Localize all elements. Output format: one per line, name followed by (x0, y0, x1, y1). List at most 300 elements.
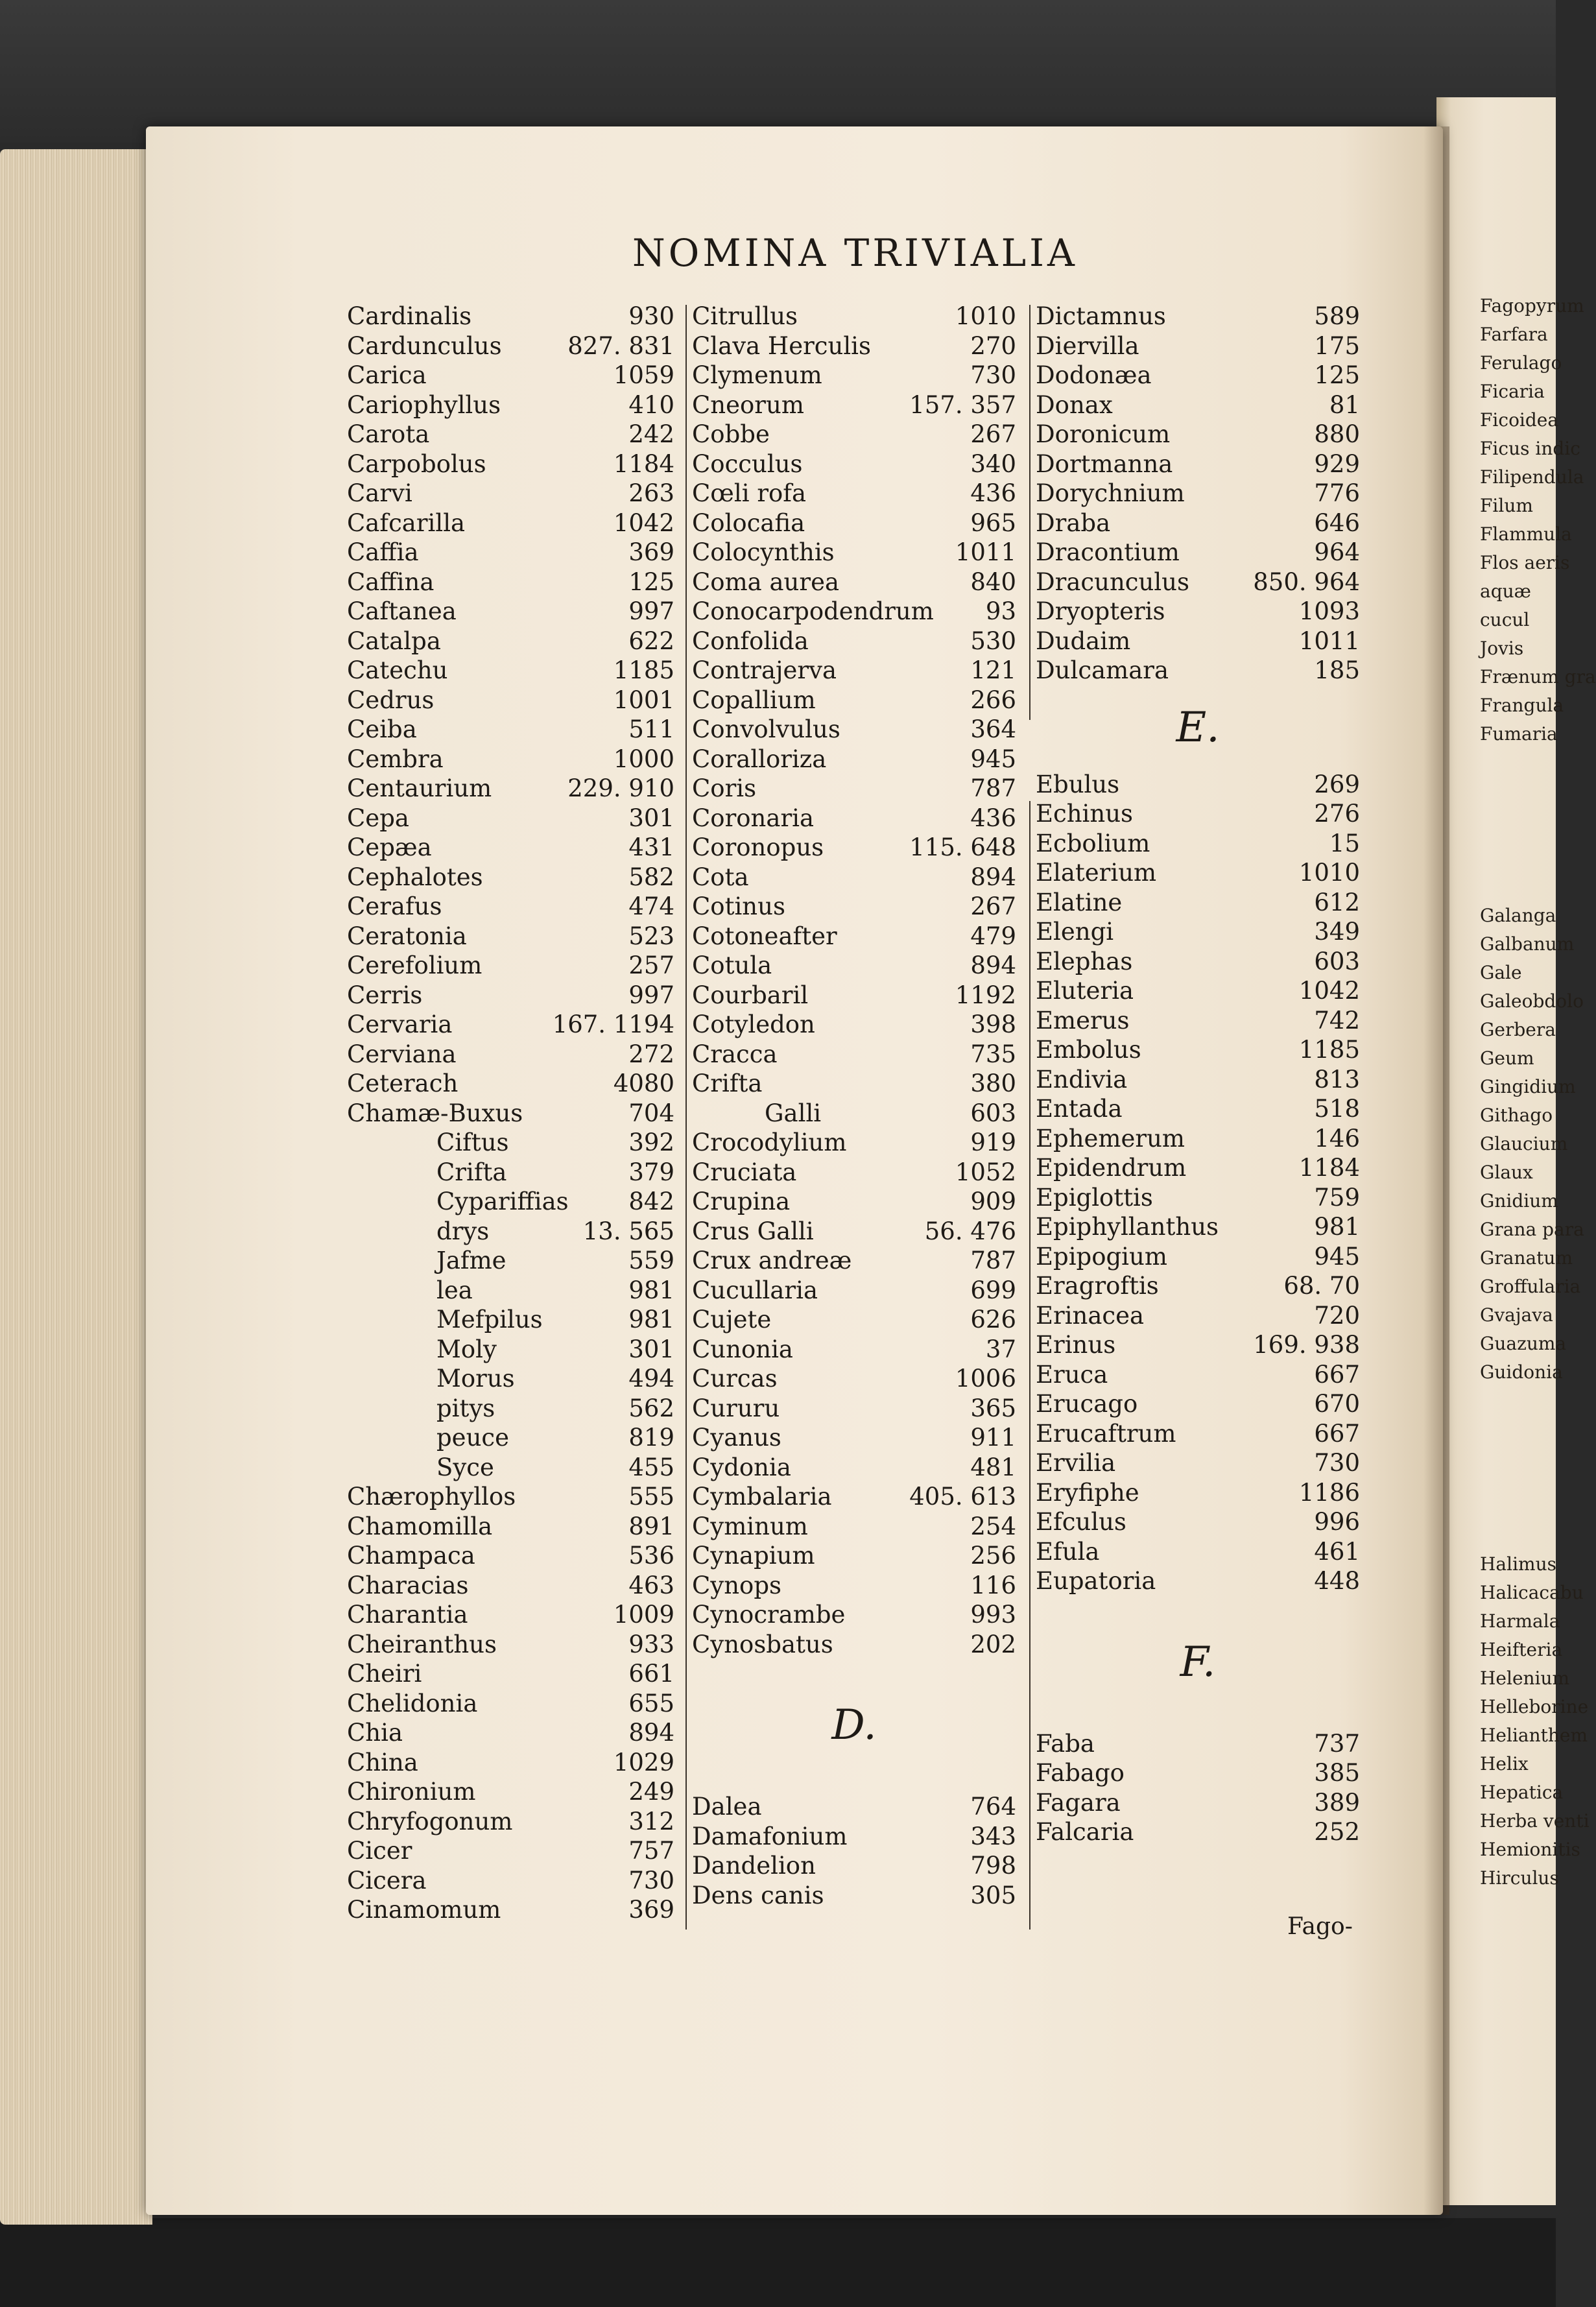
index-entry (347, 568, 674, 597)
entry-name: Eupatoria (1036, 1567, 1156, 1595)
entry-name: Dens canis (692, 1881, 824, 1909)
entry-page: 455 (628, 1453, 674, 1481)
facing-page-entry: Githago (1480, 1105, 1553, 1126)
index-entry (1036, 1242, 1360, 1272)
entry-name: Contrajerva (692, 656, 837, 684)
index-entry (692, 1822, 1016, 1852)
index-entry (692, 1010, 1016, 1040)
entry-page: 945 (970, 745, 1016, 773)
entry-name: Cepa (347, 804, 409, 832)
entry-name: Diervilla (1036, 331, 1139, 360)
entry-page: 742 (1314, 1006, 1360, 1034)
entry-page: 997 (628, 981, 674, 1009)
entry-page: 523 (628, 922, 674, 950)
index-entry (692, 449, 1016, 479)
entry-name: Epiphyllanthus (1036, 1213, 1219, 1241)
facing-page-entry: Gingidium (1480, 1076, 1576, 1097)
entry-page: 301 (628, 804, 674, 832)
entry-name: Convolvulus (692, 715, 840, 743)
entry-page: 1011 (955, 538, 1016, 566)
entry-page: 1042 (613, 508, 674, 537)
index-entry (347, 833, 674, 863)
index-entry (692, 715, 1016, 745)
entry-name: Cembra (347, 745, 444, 773)
entry-name: Carvi (347, 479, 412, 507)
entry-name: Cynapium (692, 1542, 815, 1570)
entry-name: Charantia (347, 1601, 468, 1629)
entry-name: Cynocrambe (692, 1601, 846, 1629)
entry-page: 626 (970, 1306, 1016, 1333)
entry-page: 1029 (613, 1748, 674, 1776)
entry-page: 13. 565 (582, 1217, 674, 1245)
facing-page-entry: Helix (1480, 1753, 1529, 1775)
index-entry (1036, 568, 1360, 597)
facing-page-entry: Glaucium (1480, 1133, 1568, 1154)
entry-name: Erinacea (1036, 1301, 1145, 1330)
entry-page: 398 (970, 1010, 1016, 1038)
entry-page: 612 (1314, 888, 1360, 916)
index-entry (1036, 799, 1360, 829)
index-entry (692, 656, 1016, 686)
index-entry (347, 1866, 674, 1896)
entry-name: Erucaftrum (1036, 1419, 1176, 1448)
facing-page-entry: Farfara (1480, 324, 1548, 345)
index-entry (1036, 1124, 1360, 1154)
entry-name: Crifta (436, 1158, 507, 1186)
entry-name: Elephas (1036, 947, 1133, 975)
entry-page: 37 (985, 1335, 1016, 1363)
entry-page: 436 (970, 479, 1016, 507)
entry-page: 169. 938 (1253, 1331, 1360, 1359)
index-entry (347, 390, 674, 420)
entry-name: Mefpilus (436, 1306, 543, 1333)
entry-name: Chryfogonum (347, 1807, 513, 1835)
entry-page: 894 (628, 1719, 674, 1747)
index-entry (1036, 1817, 1360, 1847)
index-entry (1036, 1006, 1360, 1036)
index-entry (1036, 1566, 1360, 1596)
facing-page-entry: Ficoidea (1480, 409, 1559, 431)
index-entry (347, 1158, 674, 1188)
index-entry (692, 774, 1016, 804)
entry-page: 56. 476 (924, 1217, 1016, 1245)
entry-page: 272 (628, 1040, 674, 1068)
entry-page: 343 (970, 1822, 1016, 1850)
entry-name: Cardinalis (347, 302, 472, 330)
entry-page: 4080 (613, 1070, 674, 1097)
entry-page: 494 (628, 1365, 674, 1393)
entry-name: Cynops (692, 1571, 781, 1599)
entry-page: 1185 (613, 656, 674, 684)
index-entry (1036, 390, 1360, 420)
facing-page-entry: Flammula (1480, 523, 1572, 545)
index-entry (692, 508, 1016, 538)
entry-name: Carpobolus (347, 449, 486, 478)
entry-page: 463 (628, 1571, 674, 1599)
entry-page: 157. 357 (909, 390, 1016, 419)
index-entry (1036, 597, 1360, 627)
entry-page: 757 (628, 1837, 674, 1865)
index-entry (1036, 1094, 1360, 1124)
index-entry (692, 1600, 1016, 1630)
entry-name: Cerefolium (347, 951, 482, 979)
index-entry (692, 1276, 1016, 1306)
index-column-c (1036, 302, 1360, 1847)
entry-page: 919 (970, 1129, 1016, 1156)
index-entry (1036, 1035, 1360, 1065)
entry-page: 81 (1329, 390, 1360, 419)
entry-name: Cotinus (692, 892, 785, 920)
entry-page: 909 (970, 1188, 1016, 1215)
facing-page-entry: Helenium (1480, 1667, 1570, 1689)
index-entry (692, 1158, 1016, 1188)
entry-name: Catechu (347, 656, 448, 684)
entry-name: Dracunculus (1036, 568, 1189, 596)
index-entry (347, 892, 674, 922)
facing-page-entry: Hirculus (1480, 1867, 1559, 1889)
index-entry (347, 1659, 674, 1689)
index-entry (1036, 479, 1360, 508)
entry-name: Epidendrum (1036, 1154, 1187, 1182)
entry-page: 842 (628, 1188, 674, 1215)
entry-name: drys (436, 1217, 490, 1245)
entry-page: 379 (628, 1158, 674, 1186)
facing-page-entry: Halimus (1480, 1553, 1556, 1575)
entry-name: Dulcamara (1036, 656, 1169, 684)
index-entry (692, 892, 1016, 922)
index-entry (347, 1099, 674, 1129)
entry-name: Cariophyllus (347, 390, 501, 419)
entry-name: Endivia (1036, 1065, 1128, 1094)
index-entry (1036, 361, 1360, 390)
entry-name: Morus (436, 1365, 515, 1393)
index-entry (692, 1512, 1016, 1542)
entry-page: 1192 (955, 981, 1016, 1009)
entry-name: Chironium (347, 1778, 476, 1806)
entry-name: Cardunculus (347, 331, 502, 360)
index-entry (692, 1099, 1016, 1129)
index-entry (692, 627, 1016, 656)
facing-page-entry: Gerbera (1480, 1019, 1556, 1040)
entry-name: Epiglottis (1036, 1183, 1153, 1212)
index-entry (347, 774, 674, 804)
entry-page: 365 (970, 1394, 1016, 1422)
index-entry (347, 1748, 674, 1778)
entry-page: 269 (1314, 770, 1360, 798)
background-bottom (0, 2218, 1556, 2307)
index-entry (1036, 1153, 1360, 1183)
index-entry (347, 302, 674, 331)
entry-name: Cujete (692, 1306, 772, 1333)
entry-page: 257 (628, 951, 674, 979)
index-entry (692, 686, 1016, 715)
entry-page: 776 (1314, 479, 1360, 507)
entry-page: 267 (970, 420, 1016, 448)
index-entry (347, 951, 674, 981)
entry-name: Efula (1036, 1537, 1100, 1566)
facing-page-entry: Gale (1480, 962, 1522, 983)
index-entry (692, 1364, 1016, 1394)
entry-name: Crupina (692, 1188, 791, 1215)
entry-name: Chærophyllos (347, 1483, 516, 1511)
column-divider-right-top (1029, 305, 1030, 720)
index-entry (347, 1777, 674, 1807)
entry-name: Caffina (347, 568, 435, 596)
entry-name: Cotula (692, 951, 772, 979)
index-entry (692, 538, 1016, 568)
entry-name: Chelidonia (347, 1689, 478, 1717)
index-entry (1036, 1448, 1360, 1478)
entry-name: Copallium (692, 686, 816, 714)
entry-name: Carota (347, 420, 430, 448)
index-entry (692, 922, 1016, 951)
index-entry (692, 745, 1016, 774)
entry-name: Cymbalaria (692, 1483, 832, 1511)
index-entry (692, 1335, 1016, 1365)
entry-name: Cneorum (692, 390, 804, 419)
index-entry (347, 1423, 674, 1453)
entry-name: Chamomilla (347, 1512, 493, 1540)
facing-page-entry: Geum (1480, 1047, 1534, 1069)
index-entry (692, 597, 1016, 627)
index-entry (347, 1807, 674, 1837)
facing-page-entry: Gvajava (1480, 1304, 1553, 1326)
index-entry (692, 1792, 1016, 1822)
entry-name: Cyanus (692, 1424, 781, 1452)
index-entry (347, 1010, 674, 1040)
entry-page: 930 (628, 302, 674, 330)
entry-name: Galli (765, 1099, 822, 1127)
index-entry (692, 1187, 1016, 1217)
entry-name: Eragroftis (1036, 1272, 1159, 1300)
index-entry (347, 449, 674, 479)
entry-name: Dorychnium (1036, 479, 1185, 507)
index-entry (692, 981, 1016, 1010)
entry-name: Eluteria (1036, 977, 1134, 1005)
index-entry (1036, 1360, 1360, 1390)
entry-page: 479 (970, 922, 1016, 950)
entry-name: Cotyledon (692, 1010, 815, 1038)
entry-page: 1006 (955, 1365, 1016, 1393)
facing-page-entry: Halicacabu (1480, 1582, 1584, 1603)
facing-page-entry: Granatum (1480, 1247, 1573, 1269)
index-entry (347, 656, 674, 686)
index-entry (1036, 1507, 1360, 1537)
entry-page: 1011 (1298, 627, 1360, 655)
entry-page: 933 (628, 1630, 674, 1658)
entry-name: Colocynthis (692, 538, 835, 566)
index-entry (1036, 1212, 1360, 1242)
entry-name: Cervaria (347, 1010, 453, 1038)
entry-name: Clava Herculis (692, 331, 871, 360)
index-entry (347, 597, 674, 627)
entry-page: 730 (970, 361, 1016, 389)
entry-name: Cururu (692, 1394, 780, 1422)
entry-page: 1010 (1298, 859, 1360, 887)
entry-name: Dortmanna (1036, 449, 1173, 478)
entry-name: Donax (1036, 390, 1113, 419)
entry-name: Doronicum (1036, 420, 1171, 448)
entry-page: 655 (628, 1689, 674, 1717)
entry-page: 93 (985, 597, 1016, 625)
entry-page: 167. 1194 (552, 1010, 674, 1038)
entry-page: 242 (628, 420, 674, 448)
entry-page: 125 (1314, 361, 1360, 389)
index-entry (692, 1069, 1016, 1099)
facing-page-entry: Jovis (1480, 638, 1524, 659)
entry-name: lea (436, 1276, 473, 1304)
facing-page-entry: Guazuma (1480, 1333, 1567, 1354)
entry-page: 1010 (955, 302, 1016, 330)
facing-page-entry: Ficus indic (1480, 438, 1580, 459)
entry-name: Crux andreæ (692, 1247, 852, 1274)
entry-page: 263 (628, 479, 674, 507)
entry-name: Echinus (1036, 800, 1134, 828)
entry-page: 305 (970, 1881, 1016, 1909)
entry-page: 764 (970, 1793, 1016, 1821)
entry-page: 1186 (1298, 1478, 1360, 1507)
entry-name: Dracontium (1036, 538, 1180, 566)
facing-page-entry: Frænum gra (1480, 666, 1596, 687)
facing-page-entry: Ferulago (1480, 352, 1562, 374)
entry-page: 850. 964 (1253, 568, 1360, 596)
entry-page: 474 (628, 892, 674, 920)
entry-name: Crifta (692, 1070, 763, 1097)
facing-page-entry: Filum (1480, 495, 1533, 516)
entry-page: 340 (970, 449, 1016, 478)
entry-name: Colocafia (692, 508, 805, 537)
entry-page: 981 (1314, 1213, 1360, 1241)
index-entry (692, 331, 1016, 361)
facing-page-entry: Galbanum (1480, 933, 1575, 955)
index-entry (1036, 1330, 1360, 1360)
entry-name: Erinus (1036, 1331, 1116, 1359)
background-top (0, 0, 1556, 143)
entry-page: 175 (1314, 331, 1360, 360)
entry-name: Dryopteris (1036, 597, 1165, 625)
entry-name: Cotoneafter (692, 922, 837, 950)
entry-page: 667 (1314, 1419, 1360, 1448)
entry-name: Elengi (1036, 918, 1114, 946)
entry-page: 993 (970, 1601, 1016, 1629)
entry-name: Dandelion (692, 1852, 816, 1880)
entry-page: 646 (1314, 508, 1360, 537)
index-entry (692, 302, 1016, 331)
entry-name: Cafcarilla (347, 508, 466, 537)
index-entry (347, 538, 674, 568)
entry-page: 431 (628, 833, 674, 861)
index-entry (347, 1512, 674, 1542)
entry-page: 945 (1314, 1242, 1360, 1271)
index-entry (1036, 508, 1360, 538)
entry-name: Ceterach (347, 1070, 459, 1097)
entry-page: 819 (628, 1424, 674, 1452)
entry-name: Jafme (436, 1247, 506, 1274)
facing-page-entry: Harmala (1480, 1610, 1560, 1632)
entry-page: 436 (970, 804, 1016, 832)
index-entry (692, 1246, 1016, 1276)
index-entry (1036, 1788, 1360, 1818)
index-entry (692, 804, 1016, 833)
entry-page: 202 (970, 1630, 1016, 1658)
entry-name: Ervilia (1036, 1449, 1116, 1477)
entry-name: Eruca (1036, 1360, 1108, 1389)
entry-name: Fabago (1036, 1759, 1125, 1787)
entry-name: Emerus (1036, 1006, 1130, 1034)
entry-page: 911 (970, 1424, 1016, 1452)
entry-page: 511 (628, 715, 674, 743)
index-entry (347, 1482, 674, 1512)
entry-page: 15 (1329, 829, 1360, 857)
entry-name: pitys (436, 1394, 495, 1422)
entry-name: Cheiranthus (347, 1630, 497, 1658)
facing-page-entry: Groffularia (1480, 1276, 1581, 1297)
facing-page-entry: Helleborine (1480, 1696, 1589, 1717)
section-letter: F. (1180, 1638, 1216, 1686)
entry-page: 364 (970, 715, 1016, 743)
index-entry (347, 1040, 674, 1070)
entry-page: 1042 (1298, 977, 1360, 1005)
entry-page: 891 (628, 1512, 674, 1540)
index-entry (347, 715, 674, 745)
entry-page: 1009 (613, 1601, 674, 1629)
index-entry (347, 981, 674, 1010)
entry-name: Cracca (692, 1040, 778, 1068)
entry-name: Clymenum (692, 361, 822, 389)
entry-name: Cota (692, 863, 749, 891)
index-entry (1036, 1271, 1360, 1301)
entry-page: 759 (1314, 1183, 1360, 1212)
entry-page: 389 (1314, 1788, 1360, 1817)
entry-page: 267 (970, 892, 1016, 920)
index-entry (1036, 829, 1360, 859)
facing-page-entry: Fumaria (1480, 723, 1558, 745)
entry-name: Catalpa (347, 627, 441, 655)
index-entry (347, 686, 674, 715)
index-entry (347, 863, 674, 892)
entry-page: 667 (1314, 1360, 1360, 1389)
entry-page: 798 (970, 1852, 1016, 1880)
entry-name: Elatine (1036, 888, 1123, 916)
entry-page: 392 (628, 1129, 674, 1156)
index-entry (1036, 888, 1360, 918)
entry-page: 894 (970, 863, 1016, 891)
index-entry (1036, 331, 1360, 361)
entry-name: Cyminum (692, 1512, 808, 1540)
index-entry (347, 1069, 674, 1099)
index-entry (347, 1718, 674, 1748)
index-entry (347, 361, 674, 390)
facing-page-entry: Herba venti (1480, 1810, 1590, 1832)
entry-page: 981 (628, 1306, 674, 1333)
entry-page: 270 (970, 331, 1016, 360)
index-entry (347, 627, 674, 656)
entry-page: 997 (628, 597, 674, 625)
entry-name: Coronaria (692, 804, 815, 832)
entry-name: Caftanea (347, 597, 457, 625)
entry-page: 661 (628, 1660, 674, 1688)
entry-page: 603 (1314, 947, 1360, 975)
index-entry (1036, 302, 1360, 331)
facing-page-entry: Hepatica (1480, 1782, 1564, 1803)
index-entry (692, 1128, 1016, 1158)
entry-name: Confolida (692, 627, 809, 655)
facing-page-entry: Frangula (1480, 695, 1564, 716)
facing-page-entry: Ficaria (1480, 381, 1545, 402)
entry-page: 1052 (955, 1158, 1016, 1186)
index-entry (347, 1600, 674, 1630)
entry-name: Champaca (347, 1542, 475, 1570)
